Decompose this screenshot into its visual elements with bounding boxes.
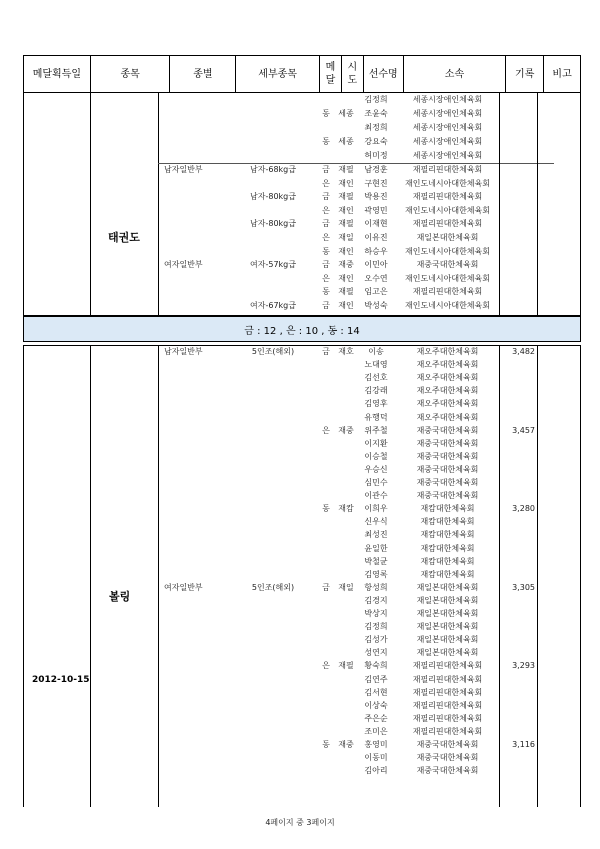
city-cell: 재중 xyxy=(338,740,354,749)
medal-cell: 동 xyxy=(322,109,330,118)
affiliation-cell: 재필리핀대한체육회 xyxy=(412,219,483,229)
city-cell: 재필 xyxy=(338,287,354,297)
header-category: 종별 xyxy=(170,56,236,92)
medal-cell: 은 xyxy=(322,205,330,215)
athlete-name: 홍영미 xyxy=(364,740,388,749)
athlete-name: 이동미 xyxy=(364,753,388,763)
city-cell: 재일 xyxy=(338,582,354,592)
medal-cell: 은 xyxy=(322,661,330,671)
affiliation-cell: 재캄대한체육회 xyxy=(420,530,475,540)
record-cell: 3,280 xyxy=(512,504,535,514)
category-cell: 여자일반부 xyxy=(164,582,203,592)
affiliation-cell: 재인도네시아대한체육회 xyxy=(404,178,490,188)
athlete-name: 최성진 xyxy=(364,530,388,540)
city-cell: 재인 xyxy=(338,205,354,215)
affiliation-cell: 재일본대한체육회 xyxy=(416,622,479,632)
city-cell: 재인 xyxy=(338,246,354,256)
city-cell: 재캄 xyxy=(338,504,354,514)
record-cell: 3,293 xyxy=(512,661,535,671)
affiliation-cell: 재중국대한체육회 xyxy=(416,766,479,776)
affiliation-cell: 재필리핀대한체육회 xyxy=(412,687,483,697)
affiliation-cell: 재필리핀대한체육회 xyxy=(412,661,483,671)
affiliation-cell: 재인도네시아대한체육회 xyxy=(404,205,490,215)
event-cell: 5인조(해외) xyxy=(251,347,295,356)
athlete-name: 임고은 xyxy=(364,287,388,297)
athlete-name: 김정희 xyxy=(364,622,388,632)
athlete-name: 조윤숙 xyxy=(364,109,388,118)
category-cell: 여자일반부 xyxy=(164,260,203,270)
affiliation-cell: 재중국대한체육회 xyxy=(416,438,479,448)
city-cell: 재필 xyxy=(338,192,354,202)
event-cell: 여자-67kg급 xyxy=(250,301,296,310)
athlete-name: 허미정 xyxy=(364,151,388,160)
affiliation-cell: 재중국대한체육회 xyxy=(416,740,479,749)
affiliation-cell: 재중국대한체육회 xyxy=(416,260,479,270)
affiliation-cell: 재일본대한체육회 xyxy=(416,609,479,618)
affiliation-cell: 재인도네시아대한체육회 xyxy=(404,301,490,310)
athlete-name: 오수연 xyxy=(364,273,388,283)
medal-date: 2012-10-15 xyxy=(32,675,90,685)
divider xyxy=(90,93,91,315)
athlete-name: 이상숙 xyxy=(364,700,388,710)
affiliation-cell: 재중국대한체육회 xyxy=(416,478,479,487)
city-cell: 재중 xyxy=(338,425,354,435)
affiliation-cell: 세종시장애인체육회 xyxy=(412,151,483,160)
athlete-name: 유행덕 xyxy=(364,412,388,422)
athlete-name: 박철균 xyxy=(364,556,388,566)
divider xyxy=(499,346,500,807)
medal-cell: 은 xyxy=(322,273,330,283)
affiliation-cell: 재오주대한체육회 xyxy=(416,373,479,383)
affiliation-cell: 세종시장애인체육회 xyxy=(412,123,483,132)
medal-cell: 금 xyxy=(322,165,330,174)
divider xyxy=(499,93,500,315)
header-medal-2: 달 xyxy=(325,75,336,86)
affiliation-cell: 재캄대한체육회 xyxy=(420,543,475,553)
header-event: 세부종목 xyxy=(236,56,320,92)
affiliation-cell: 재필리핀대한체육회 xyxy=(412,674,483,684)
divider xyxy=(158,346,159,807)
affiliation-cell: 재일본대한체육회 xyxy=(416,582,479,592)
medal-cell: 은 xyxy=(322,233,330,242)
header-medal-1: 메 xyxy=(325,62,336,73)
header-city-1: 시 xyxy=(347,62,358,73)
athlete-name: 김강래 xyxy=(364,386,388,396)
affiliation-cell: 재중국대한체육회 xyxy=(416,464,479,474)
affiliation-cell: 재중국대한체육회 xyxy=(416,491,479,501)
athlete-name: 김연주 xyxy=(364,674,388,684)
bowling-block xyxy=(23,345,581,807)
medal-cell: 동 xyxy=(322,246,330,256)
athlete-name: 김아리 xyxy=(364,766,388,776)
athlete-name: 윤일한 xyxy=(364,543,388,553)
athlete-name: 이송 xyxy=(368,347,384,356)
header-sport: 종목 xyxy=(91,56,171,92)
athlete-name: 김선호 xyxy=(364,373,388,383)
record-cell: 3,457 xyxy=(512,425,535,435)
affiliation-cell: 재필리핀대한체육회 xyxy=(412,700,483,710)
medal-cell: 금 xyxy=(322,219,330,229)
athlete-name: 김영후 xyxy=(364,399,388,409)
header-note: 비고 xyxy=(552,68,572,80)
divider xyxy=(158,93,159,315)
athlete-name: 이지환 xyxy=(364,438,388,448)
athlete-name: 이희우 xyxy=(364,504,388,514)
event-cell: 여자-57kg급 xyxy=(250,260,296,270)
athlete-name: 이유진 xyxy=(364,233,388,242)
medal-cell: 금 xyxy=(322,260,330,270)
athlete-name: 박용진 xyxy=(364,192,388,202)
sport-taekwondo: 태권도 xyxy=(108,231,140,244)
athlete-name: 김서현 xyxy=(364,687,388,697)
header-record: 기록 xyxy=(506,56,544,92)
affiliation-cell: 재일본대한체육회 xyxy=(416,233,479,242)
affiliation-cell: 재오주대한체육회 xyxy=(416,386,479,396)
athlete-name: 곽영민 xyxy=(364,205,388,215)
athlete-name: 신우식 xyxy=(364,517,388,527)
city-cell: 세종 xyxy=(338,137,354,146)
affiliation-cell: 재인도네시아대한체육회 xyxy=(404,273,490,283)
city-cell: 재필 xyxy=(338,165,354,174)
city-cell: 재인 xyxy=(338,301,354,310)
affiliation-cell: 재중국대한체육회 xyxy=(416,451,479,461)
athlete-name: 이민아 xyxy=(364,260,388,270)
affiliation-cell: 재일본대한체육회 xyxy=(416,595,479,605)
record-cell: 3,482 xyxy=(512,347,535,356)
affiliation-cell: 재캄대한체육회 xyxy=(420,504,475,514)
medal-cell: 동 xyxy=(322,740,330,749)
affiliation-cell: 재오주대한체육회 xyxy=(416,399,479,409)
athlete-name: 박성숙 xyxy=(364,301,388,310)
athlete-name: 김영록 xyxy=(364,569,388,579)
event-cell: 남자-80kg급 xyxy=(250,219,296,229)
athlete-name: 강요숙 xyxy=(364,137,388,146)
event-cell: 5인조(해외) xyxy=(251,582,295,592)
athlete-name: 위주철 xyxy=(364,425,388,435)
medal-cell: 동 xyxy=(322,287,330,297)
affiliation-cell: 재캄대한체육회 xyxy=(420,569,475,579)
city-cell: 재필 xyxy=(338,219,354,229)
affiliation-cell: 재필리핀대한체육회 xyxy=(412,713,483,723)
affiliation-cell: 재오주대한체육회 xyxy=(416,360,479,370)
city-cell: 재일 xyxy=(338,233,354,242)
affiliation-cell: 재오주대한체육회 xyxy=(416,347,479,356)
athlete-name: 김성가 xyxy=(364,635,388,645)
city-cell: 재필 xyxy=(338,661,354,671)
taekwondo-block xyxy=(23,93,581,316)
athlete-name: 노대영 xyxy=(364,360,388,370)
affiliation-cell: 재캄대한체육회 xyxy=(420,556,475,566)
affiliation-cell: 세종시장애인체육회 xyxy=(412,137,483,146)
affiliation-cell: 재인도네시아대한체육회 xyxy=(404,246,490,256)
medal-summary: 금 : 12 , 은 : 10 , 동 : 14 xyxy=(23,316,581,342)
medal-cell: 금 xyxy=(322,582,330,592)
affiliation-cell: 재오주대한체육회 xyxy=(416,412,479,422)
sport-bowling: 볼링 xyxy=(109,590,131,603)
event-cell: 남자-68kg급 xyxy=(250,165,296,174)
athlete-name: 심민수 xyxy=(364,478,388,487)
divider xyxy=(537,93,538,315)
medal-cell: 은 xyxy=(322,178,330,188)
event-cell: 남자-80kg급 xyxy=(250,192,296,202)
divider xyxy=(90,346,91,807)
header-city xyxy=(342,56,364,92)
affiliation-cell: 재일본대한체육회 xyxy=(416,635,479,645)
header-affiliation: 소속 xyxy=(404,56,507,92)
affiliation-cell: 재필리핀대한체육회 xyxy=(412,726,483,736)
athlete-name: 최정희 xyxy=(364,123,388,132)
affiliation-cell: 세종시장애인체육회 xyxy=(412,95,483,104)
medal-cell: 금 xyxy=(322,192,330,202)
athlete-name: 항성희 xyxy=(364,582,388,592)
athlete-name: 이재현 xyxy=(364,219,388,229)
athlete-name: 조미은 xyxy=(364,726,388,736)
affiliation-cell: 재필리핀대한체육회 xyxy=(412,287,483,297)
city-cell: 재중 xyxy=(338,260,354,270)
medal-cell: 동 xyxy=(322,504,330,514)
medal-cell: 금 xyxy=(322,347,330,356)
category-cell: 남자일반부 xyxy=(164,347,203,356)
city-cell: 세종 xyxy=(338,109,354,118)
record-cell: 3,116 xyxy=(512,740,535,749)
divider xyxy=(158,163,554,164)
athlete-name: 주은순 xyxy=(364,713,388,723)
athlete-name: 이승철 xyxy=(364,451,388,461)
athlete-name: 이관수 xyxy=(364,491,388,501)
city-cell: 재호 xyxy=(338,347,354,356)
affiliation-cell: 세종시장애인체육회 xyxy=(412,109,483,118)
divider xyxy=(537,346,538,807)
medal-cell: 금 xyxy=(322,301,330,310)
medal-cell: 은 xyxy=(322,425,330,435)
city-cell: 재인 xyxy=(338,178,354,188)
athlete-name: 구현진 xyxy=(364,178,388,188)
table-header xyxy=(23,55,581,93)
athlete-name: 하승우 xyxy=(364,246,388,256)
header-date: 메달획득일 xyxy=(24,56,91,92)
affiliation-cell: 재일본대한체육회 xyxy=(416,648,479,658)
athlete-name: 성연지 xyxy=(364,648,388,658)
affiliation-cell: 재필리핀대한체육회 xyxy=(412,165,483,174)
affiliation-cell: 재중국대한체육회 xyxy=(416,753,479,763)
header-athlete: 선수명 xyxy=(364,56,404,92)
affiliation-cell: 재중국대한체육회 xyxy=(416,425,479,435)
affiliation-cell: 재캄대한체육회 xyxy=(420,517,475,527)
affiliation-cell: 재필리핀대한체육회 xyxy=(412,192,483,202)
category-cell: 남자일반부 xyxy=(164,165,203,174)
header-city-2: 도 xyxy=(347,75,358,86)
page-footer: 4페이지 중 3페이지 xyxy=(265,818,335,827)
medal-cell: 동 xyxy=(322,137,330,146)
record-cell: 3,305 xyxy=(512,582,535,592)
city-cell: 재인 xyxy=(338,273,354,283)
athlete-name: 김경지 xyxy=(364,595,388,605)
header-medal xyxy=(320,56,342,92)
athlete-name: 남경훈 xyxy=(364,165,388,174)
athlete-name: 황숙희 xyxy=(364,661,388,671)
athlete-name: 우승신 xyxy=(364,464,388,474)
athlete-name: 박상지 xyxy=(364,609,388,618)
athlete-name: 김정희 xyxy=(364,95,388,104)
